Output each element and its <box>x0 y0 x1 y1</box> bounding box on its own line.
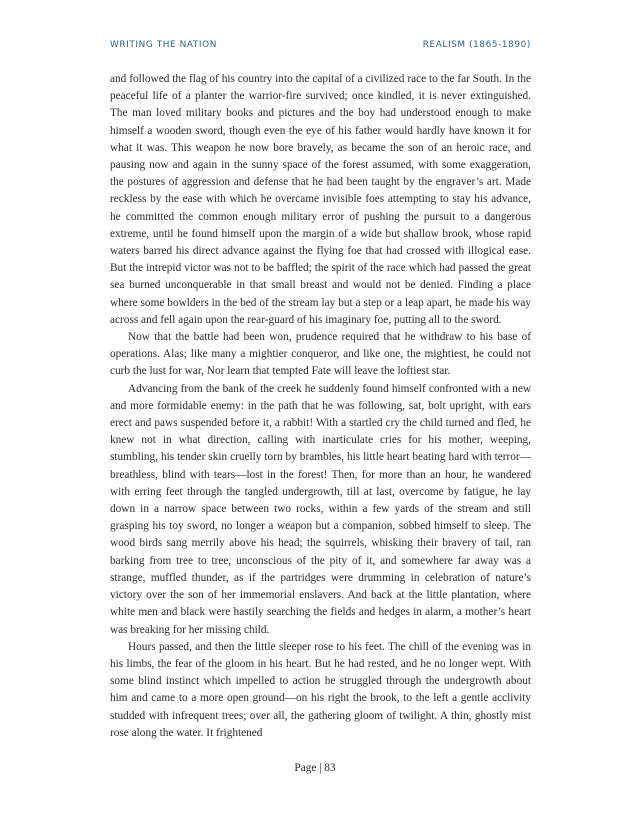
header-chapter-title: REALISM (1865-1890) <box>422 40 531 50</box>
paragraph: Advancing from the bank of the creek he suddenly found himself confronted with a new and more formidable enemy: in the path that he was following, sat, bolt upright, with ears erect and paws suspended before it, a rabbit! With a startled cry the child turned and fled, he knew not in what direction, calling with inarticulate cries for his mother, weeping, stumbling, his tender skin cruelly torn by brambles, his little heart beating hard with terror—breathless, blind with tears—lost in the forest! Then, for more than an hour, he wandered with erring feet through the tangled undergrowth, till at last, overcome by fatigue, he lay down in a narrow space between two rocks, within a few yards of the stream and still grasping his toy sword, no longer a weapon but a companion, sobbed himself to sleep. The wood birds sang merrily above his head; the squirrels, whisking their bravery of tail, ran barking from tree to tree, unconscious of the pity of it, and somewhere far away was a strange, muffled thunder, as if the partridges were drumming in celebration of nature’s victory over the son of her immemorial enslavers. And back at the little plantation, where white men and black were hastily searching the fields and hedges in alarm, a mother’s heart was breaking for her missing child. <box>110 382 531 636</box>
paragraph: and followed the flag of his country into the capital of a civilized race to the far South. In the peaceful life of a planter the warrior-fire survived; once kindled, it is never extinguished. The man loved military books and pictures and the boy had understood enough to make himself a wooden sword, though even the eye of his father would hardly have known it for what it was. This weapon he now bore bravely, as became the son of an heroic race, and pausing now and again in the sunny space of the forest assumed, with some exaggeration, the postures of aggression and defense that he had been taught by the engraver’s art. Made reckless by the ease with which he overcame invisible foes attempting to stay his advance, he committed the common enough military error of pushing the pursuit to a dangerous extreme, until he found himself upon the margin of a wide but shallow brook, whose rapid waters barred his direct advance against the flying foe that had crossed with illogical ease. But the intrepid victor was not to be baffled; the spirit of the race which had passed the great sea burned unconquerable in that small breast and would not be denied. Finding a place where some bowlders in the bed of the stream lay but a step or a leap apart, he made his way across and fell again upon the rear-guard of his imaginary foe, putting all to the sword. <box>110 73 531 326</box>
page-number: Page | 83 <box>294 762 336 774</box>
body-text <box>110 71 531 742</box>
paragraph: Now that the battle had been won, prudence required that he withdraw to his base of operations. Alas; like many a mightier conqueror, and like one, the mightiest, he could not curb the lust for war, Nor learn that tempted Fate will leave the loftiest star. <box>110 331 531 378</box>
paragraph: Hours passed, and then the little sleeper rose to his feet. The chill of the evening was in his limbs, the fear of the gloom in his heart. But he had rested, and he no longer wept. With some blind instinct which impelled to action he struggled through the undergrowth about him and came to a more open ground—on his right the brook, to the left a gentle acclivity studded with infrequent trees; over all, the gathering gloom of twilight. A thin, ghostly mist rose along the water. It frightened <box>110 640 531 739</box>
running-header <box>110 40 531 54</box>
header-section-title: WRITING THE NATION <box>110 40 217 50</box>
